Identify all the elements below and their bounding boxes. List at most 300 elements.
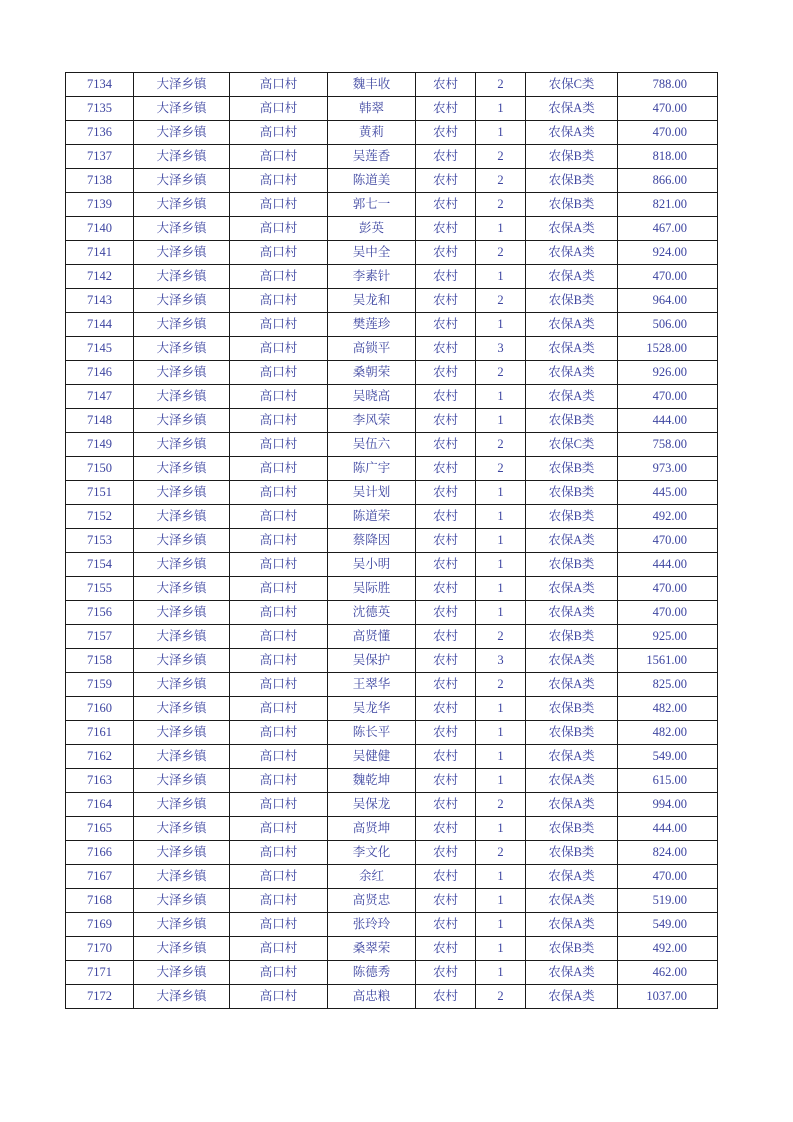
cell-insurance-category: 农保B类 [526,481,618,505]
cell-insurance-category: 农保B类 [526,145,618,169]
cell-insurance-category: 农保B类 [526,169,618,193]
cell-amount: 519.00 [618,889,718,913]
cell-township: 大泽乡镇 [134,985,230,1009]
cell-village: 高口村 [230,529,328,553]
cell-township: 大泽乡镇 [134,505,230,529]
cell-record-id: 7169 [66,913,134,937]
cell-township: 大泽乡镇 [134,145,230,169]
cell-township: 大泽乡镇 [134,769,230,793]
table-row [66,481,718,505]
table-row [66,601,718,625]
cell-amount: 924.00 [618,241,718,265]
cell-township: 大泽乡镇 [134,457,230,481]
cell-village: 高口村 [230,73,328,97]
table-row [66,577,718,601]
cell-person-name: 高贤忠 [328,889,416,913]
cell-person-count: 1 [476,97,526,121]
cell-insurance-category: 农保B类 [526,553,618,577]
cell-insurance-category: 农保A类 [526,313,618,337]
cell-insurance-category: 农保A类 [526,913,618,937]
cell-person-name: 吴龙华 [328,697,416,721]
cell-person-count: 1 [476,937,526,961]
cell-record-id: 7142 [66,265,134,289]
cell-township: 大泽乡镇 [134,361,230,385]
table-row [66,217,718,241]
cell-village: 高口村 [230,289,328,313]
table-row [66,121,718,145]
cell-amount: 994.00 [618,793,718,817]
cell-residence-type: 农村 [416,433,476,457]
table-row [66,745,718,769]
cell-amount: 444.00 [618,409,718,433]
cell-amount: 470.00 [618,385,718,409]
cell-person-name: 沈德英 [328,601,416,625]
cell-record-id: 7138 [66,169,134,193]
cell-residence-type: 农村 [416,241,476,265]
cell-amount: 470.00 [618,577,718,601]
cell-record-id: 7161 [66,721,134,745]
cell-residence-type: 农村 [416,289,476,313]
cell-village: 高口村 [230,697,328,721]
cell-person-count: 1 [476,265,526,289]
table-row [66,265,718,289]
table-row [66,289,718,313]
cell-amount: 470.00 [618,121,718,145]
cell-insurance-category: 农保C类 [526,73,618,97]
cell-township: 大泽乡镇 [134,409,230,433]
cell-record-id: 7164 [66,793,134,817]
table-row [66,793,718,817]
cell-person-name: 吴莲香 [328,145,416,169]
cell-residence-type: 农村 [416,721,476,745]
cell-record-id: 7140 [66,217,134,241]
cell-person-name: 李文化 [328,841,416,865]
cell-village: 高口村 [230,913,328,937]
table-row [66,961,718,985]
cell-residence-type: 农村 [416,625,476,649]
cell-record-id: 7171 [66,961,134,985]
table-row [66,241,718,265]
cell-village: 高口村 [230,553,328,577]
cell-insurance-category: 农保A类 [526,961,618,985]
cell-amount: 549.00 [618,913,718,937]
cell-person-count: 1 [476,913,526,937]
cell-person-count: 1 [476,721,526,745]
cell-person-count: 1 [476,529,526,553]
cell-insurance-category: 农保A类 [526,337,618,361]
records-table [65,72,718,1009]
cell-person-count: 2 [476,433,526,457]
cell-insurance-category: 农保B类 [526,937,618,961]
table-row [66,937,718,961]
cell-residence-type: 农村 [416,409,476,433]
cell-person-count: 1 [476,577,526,601]
cell-record-id: 7146 [66,361,134,385]
cell-residence-type: 农村 [416,361,476,385]
cell-township: 大泽乡镇 [134,817,230,841]
cell-person-count: 2 [476,457,526,481]
cell-village: 高口村 [230,385,328,409]
cell-person-count: 1 [476,865,526,889]
cell-person-name: 韩翠 [328,97,416,121]
cell-township: 大泽乡镇 [134,265,230,289]
cell-record-id: 7137 [66,145,134,169]
cell-insurance-category: 农保A类 [526,769,618,793]
cell-person-name: 黄莉 [328,121,416,145]
cell-township: 大泽乡镇 [134,73,230,97]
cell-person-name: 高贤坤 [328,817,416,841]
table-row [66,145,718,169]
cell-amount: 1528.00 [618,337,718,361]
cell-township: 大泽乡镇 [134,289,230,313]
cell-person-count: 1 [476,889,526,913]
cell-insurance-category: 农保B类 [526,625,618,649]
cell-record-id: 7149 [66,433,134,457]
cell-township: 大泽乡镇 [134,313,230,337]
table-row [66,433,718,457]
cell-village: 高口村 [230,409,328,433]
cell-record-id: 7165 [66,817,134,841]
cell-village: 高口村 [230,217,328,241]
cell-insurance-category: 农保B类 [526,289,618,313]
cell-person-count: 1 [476,697,526,721]
cell-township: 大泽乡镇 [134,553,230,577]
cell-insurance-category: 农保B类 [526,409,618,433]
cell-person-name: 魏乾坤 [328,769,416,793]
cell-township: 大泽乡镇 [134,433,230,457]
cell-township: 大泽乡镇 [134,625,230,649]
cell-record-id: 7143 [66,289,134,313]
cell-person-name: 吴小明 [328,553,416,577]
cell-person-count: 2 [476,985,526,1009]
cell-person-name: 陈长平 [328,721,416,745]
cell-residence-type: 农村 [416,865,476,889]
cell-insurance-category: 农保C类 [526,433,618,457]
cell-record-id: 7150 [66,457,134,481]
cell-village: 高口村 [230,505,328,529]
cell-village: 高口村 [230,313,328,337]
cell-insurance-category: 农保B类 [526,457,618,481]
table-row [66,553,718,577]
cell-residence-type: 农村 [416,961,476,985]
cell-insurance-category: 农保A类 [526,577,618,601]
table-row [66,337,718,361]
cell-person-count: 1 [476,961,526,985]
cell-insurance-category: 农保B类 [526,193,618,217]
cell-township: 大泽乡镇 [134,385,230,409]
cell-record-id: 7156 [66,601,134,625]
cell-village: 高口村 [230,865,328,889]
cell-village: 高口村 [230,793,328,817]
table-row [66,673,718,697]
cell-village: 高口村 [230,937,328,961]
cell-township: 大泽乡镇 [134,577,230,601]
cell-amount: 470.00 [618,601,718,625]
cell-residence-type: 农村 [416,841,476,865]
cell-person-name: 李风荣 [328,409,416,433]
cell-township: 大泽乡镇 [134,601,230,625]
table-row [66,889,718,913]
cell-person-count: 2 [476,793,526,817]
cell-residence-type: 农村 [416,577,476,601]
cell-person-name: 高忠粮 [328,985,416,1009]
cell-township: 大泽乡镇 [134,337,230,361]
cell-village: 高口村 [230,361,328,385]
cell-insurance-category: 农保B类 [526,721,618,745]
cell-person-name: 吴保龙 [328,793,416,817]
cell-amount: 818.00 [618,145,718,169]
cell-residence-type: 农村 [416,793,476,817]
cell-village: 高口村 [230,337,328,361]
cell-record-id: 7162 [66,745,134,769]
cell-person-name: 高锁平 [328,337,416,361]
cell-amount: 549.00 [618,745,718,769]
cell-residence-type: 农村 [416,481,476,505]
cell-insurance-category: 农保A类 [526,361,618,385]
cell-village: 高口村 [230,265,328,289]
cell-amount: 821.00 [618,193,718,217]
cell-person-name: 桑朝荣 [328,361,416,385]
cell-insurance-category: 农保A类 [526,217,618,241]
cell-residence-type: 农村 [416,337,476,361]
cell-township: 大泽乡镇 [134,793,230,817]
cell-person-count: 1 [476,121,526,145]
table-row [66,649,718,673]
cell-residence-type: 农村 [416,913,476,937]
cell-person-name: 李素针 [328,265,416,289]
cell-amount: 866.00 [618,169,718,193]
cell-residence-type: 农村 [416,385,476,409]
table-row [66,73,718,97]
cell-residence-type: 农村 [416,193,476,217]
cell-insurance-category: 农保A类 [526,793,618,817]
cell-person-name: 高贤懂 [328,625,416,649]
cell-amount: 444.00 [618,817,718,841]
cell-person-count: 3 [476,337,526,361]
cell-township: 大泽乡镇 [134,745,230,769]
cell-residence-type: 农村 [416,985,476,1009]
cell-person-count: 2 [476,169,526,193]
cell-person-name: 吴保护 [328,649,416,673]
cell-amount: 492.00 [618,937,718,961]
cell-person-count: 1 [476,817,526,841]
cell-amount: 445.00 [618,481,718,505]
cell-person-count: 2 [476,193,526,217]
cell-residence-type: 农村 [416,889,476,913]
cell-person-count: 1 [476,745,526,769]
cell-person-name: 樊莲珍 [328,313,416,337]
cell-person-name: 魏丰收 [328,73,416,97]
cell-person-count: 1 [476,385,526,409]
cell-village: 高口村 [230,577,328,601]
cell-person-name: 吴龙和 [328,289,416,313]
cell-township: 大泽乡镇 [134,721,230,745]
cell-person-count: 3 [476,649,526,673]
table-row [66,529,718,553]
cell-amount: 462.00 [618,961,718,985]
cell-village: 高口村 [230,985,328,1009]
cell-amount: 824.00 [618,841,718,865]
cell-amount: 467.00 [618,217,718,241]
cell-person-count: 1 [476,553,526,577]
cell-residence-type: 农村 [416,457,476,481]
table-row [66,409,718,433]
cell-village: 高口村 [230,457,328,481]
cell-insurance-category: 农保B类 [526,817,618,841]
cell-amount: 470.00 [618,529,718,553]
cell-village: 高口村 [230,241,328,265]
cell-amount: 973.00 [618,457,718,481]
cell-amount: 1561.00 [618,649,718,673]
cell-person-name: 陈德秀 [328,961,416,985]
cell-amount: 482.00 [618,697,718,721]
cell-township: 大泽乡镇 [134,121,230,145]
cell-record-id: 7151 [66,481,134,505]
cell-township: 大泽乡镇 [134,649,230,673]
cell-amount: 492.00 [618,505,718,529]
cell-village: 高口村 [230,433,328,457]
cell-township: 大泽乡镇 [134,241,230,265]
cell-township: 大泽乡镇 [134,937,230,961]
cell-record-id: 7141 [66,241,134,265]
cell-person-name: 吴伍六 [328,433,416,457]
table-row [66,193,718,217]
cell-person-count: 2 [476,145,526,169]
cell-village: 高口村 [230,961,328,985]
cell-insurance-category: 农保A类 [526,889,618,913]
cell-person-name: 吴健健 [328,745,416,769]
cell-insurance-category: 农保A类 [526,265,618,289]
cell-person-count: 2 [476,625,526,649]
cell-record-id: 7170 [66,937,134,961]
cell-record-id: 7163 [66,769,134,793]
cell-amount: 482.00 [618,721,718,745]
cell-township: 大泽乡镇 [134,961,230,985]
table-row [66,769,718,793]
cell-person-name: 张玲玲 [328,913,416,937]
table-row [66,361,718,385]
cell-record-id: 7155 [66,577,134,601]
cell-record-id: 7147 [66,385,134,409]
table-row [66,313,718,337]
cell-village: 高口村 [230,841,328,865]
cell-record-id: 7159 [66,673,134,697]
cell-record-id: 7172 [66,985,134,1009]
cell-insurance-category: 农保A类 [526,601,618,625]
cell-insurance-category: 农保A类 [526,121,618,145]
table-row [66,97,718,121]
cell-village: 高口村 [230,481,328,505]
cell-record-id: 7136 [66,121,134,145]
cell-record-id: 7152 [66,505,134,529]
cell-residence-type: 农村 [416,817,476,841]
cell-person-name: 郭七一 [328,193,416,217]
cell-person-count: 1 [476,481,526,505]
cell-residence-type: 农村 [416,505,476,529]
cell-person-name: 吴晓高 [328,385,416,409]
cell-township: 大泽乡镇 [134,697,230,721]
cell-record-id: 7134 [66,73,134,97]
table-row [66,841,718,865]
cell-amount: 758.00 [618,433,718,457]
cell-insurance-category: 农保A类 [526,745,618,769]
cell-insurance-category: 农保B类 [526,697,618,721]
cell-person-count: 2 [476,841,526,865]
cell-person-count: 2 [476,289,526,313]
cell-residence-type: 农村 [416,97,476,121]
cell-person-count: 1 [476,409,526,433]
cell-person-name: 蔡降因 [328,529,416,553]
cell-person-count: 2 [476,361,526,385]
cell-insurance-category: 农保A类 [526,385,618,409]
cell-insurance-category: 农保B类 [526,505,618,529]
cell-amount: 470.00 [618,97,718,121]
cell-residence-type: 农村 [416,649,476,673]
cell-insurance-category: 农保A类 [526,241,618,265]
cell-township: 大泽乡镇 [134,865,230,889]
table-row [66,913,718,937]
cell-village: 高口村 [230,745,328,769]
cell-township: 大泽乡镇 [134,673,230,697]
cell-residence-type: 农村 [416,553,476,577]
cell-person-count: 1 [476,601,526,625]
cell-record-id: 7168 [66,889,134,913]
cell-record-id: 7158 [66,649,134,673]
cell-insurance-category: 农保A类 [526,985,618,1009]
table-row [66,721,718,745]
cell-person-name: 陈广宇 [328,457,416,481]
cell-person-count: 1 [476,769,526,793]
cell-amount: 470.00 [618,265,718,289]
cell-residence-type: 农村 [416,265,476,289]
cell-residence-type: 农村 [416,745,476,769]
table-row [66,817,718,841]
cell-township: 大泽乡镇 [134,529,230,553]
cell-village: 高口村 [230,193,328,217]
cell-person-count: 1 [476,217,526,241]
cell-residence-type: 农村 [416,121,476,145]
cell-village: 高口村 [230,145,328,169]
cell-residence-type: 农村 [416,169,476,193]
cell-residence-type: 农村 [416,769,476,793]
cell-amount: 964.00 [618,289,718,313]
cell-insurance-category: 农保A类 [526,865,618,889]
cell-insurance-category: 农保B类 [526,841,618,865]
cell-township: 大泽乡镇 [134,97,230,121]
table-row [66,625,718,649]
cell-record-id: 7148 [66,409,134,433]
cell-record-id: 7167 [66,865,134,889]
cell-residence-type: 农村 [416,145,476,169]
cell-township: 大泽乡镇 [134,193,230,217]
cell-township: 大泽乡镇 [134,169,230,193]
cell-township: 大泽乡镇 [134,217,230,241]
cell-record-id: 7166 [66,841,134,865]
cell-village: 高口村 [230,625,328,649]
cell-person-name: 吴中全 [328,241,416,265]
cell-person-name: 王翠华 [328,673,416,697]
cell-residence-type: 农村 [416,313,476,337]
cell-person-count: 1 [476,505,526,529]
cell-township: 大泽乡镇 [134,481,230,505]
cell-village: 高口村 [230,673,328,697]
cell-person-count: 1 [476,313,526,337]
cell-village: 高口村 [230,721,328,745]
cell-amount: 925.00 [618,625,718,649]
cell-amount: 444.00 [618,553,718,577]
cell-insurance-category: 农保A类 [526,673,618,697]
table-row [66,865,718,889]
